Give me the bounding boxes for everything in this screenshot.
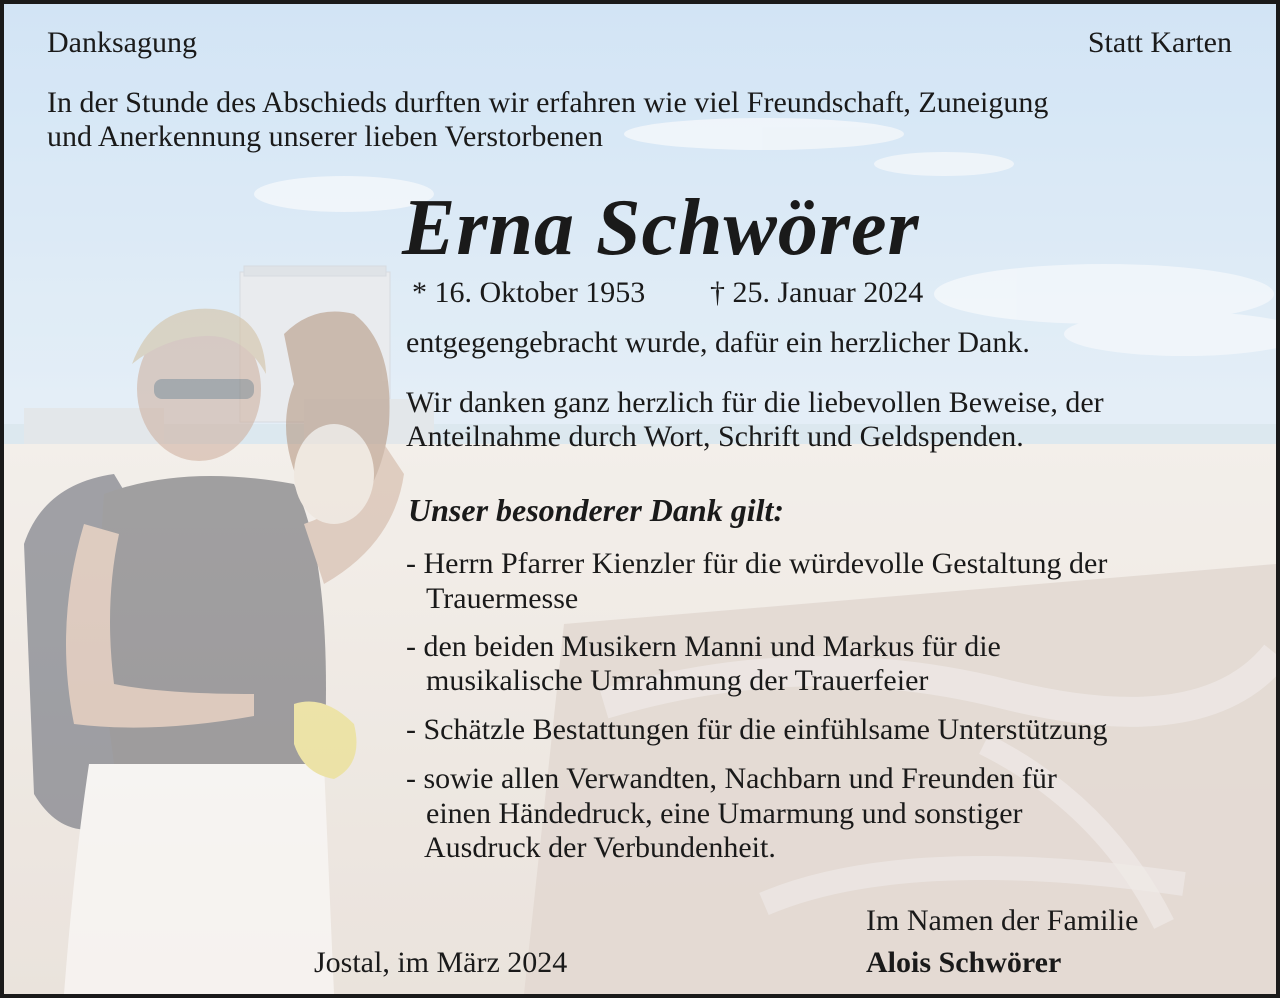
intro-line-1: In der Stunde des Abschieds durften wir erfahren wie viel Freundschaft, Zuneigung	[47, 86, 1049, 119]
thanks-item-3-line-1: - Schätzle Bestattungen für die einfühlsame Unterstützung	[406, 713, 1108, 746]
on-behalf-of-family: Im Namen der Familie	[866, 904, 1139, 937]
birth-date: * 16. Oktober 1953	[412, 276, 646, 309]
thanks-heading: Unser besonderer Dank gilt:	[408, 492, 785, 528]
intro-line-2: und Anerkennung unserer lieben Verstorbenen	[47, 120, 603, 153]
place-and-date: Jostal, im März 2024	[314, 946, 568, 979]
death-date: † 25. Januar 2024	[710, 276, 924, 309]
thanks-item-1-line-1: - Herrn Pfarrer Kienzler für die würdevolle Gestaltung der	[406, 547, 1108, 580]
body-para2-line-1: Wir danken ganz herzlich für die liebevollen Beweise, der	[406, 386, 1104, 419]
body-line-1: entgegengebracht wurde, dafür ein herzlicher Dank.	[406, 326, 1030, 359]
thanks-item-4-line-3: Ausdruck der Verbundenheit.	[424, 831, 776, 864]
header-statt-karten: Statt Karten	[1087, 26, 1232, 59]
deceased-name: Erna Schwörer	[402, 184, 920, 272]
thanks-item-4-line-2: einen Händedruck, eine Umarmung und sonstiger	[426, 797, 1023, 830]
thanks-item-4-line-1: - sowie allen Verwandten, Nachbarn und Freunden für	[406, 762, 1057, 795]
thanks-item-2-line-2: musikalische Umrahmung der Trauerfeier	[426, 664, 929, 697]
thanks-item-1-line-2: Trauermesse	[426, 582, 579, 615]
signer-name: Alois Schwörer	[866, 946, 1062, 979]
header-danksagung: Danksagung	[47, 26, 197, 59]
thanks-item-2-line-1: - den beiden Musikern Manni und Markus für die	[406, 630, 1001, 663]
body-para2-line-2: Anteilnahme durch Wort, Schrift und Geldspenden.	[406, 420, 1024, 453]
